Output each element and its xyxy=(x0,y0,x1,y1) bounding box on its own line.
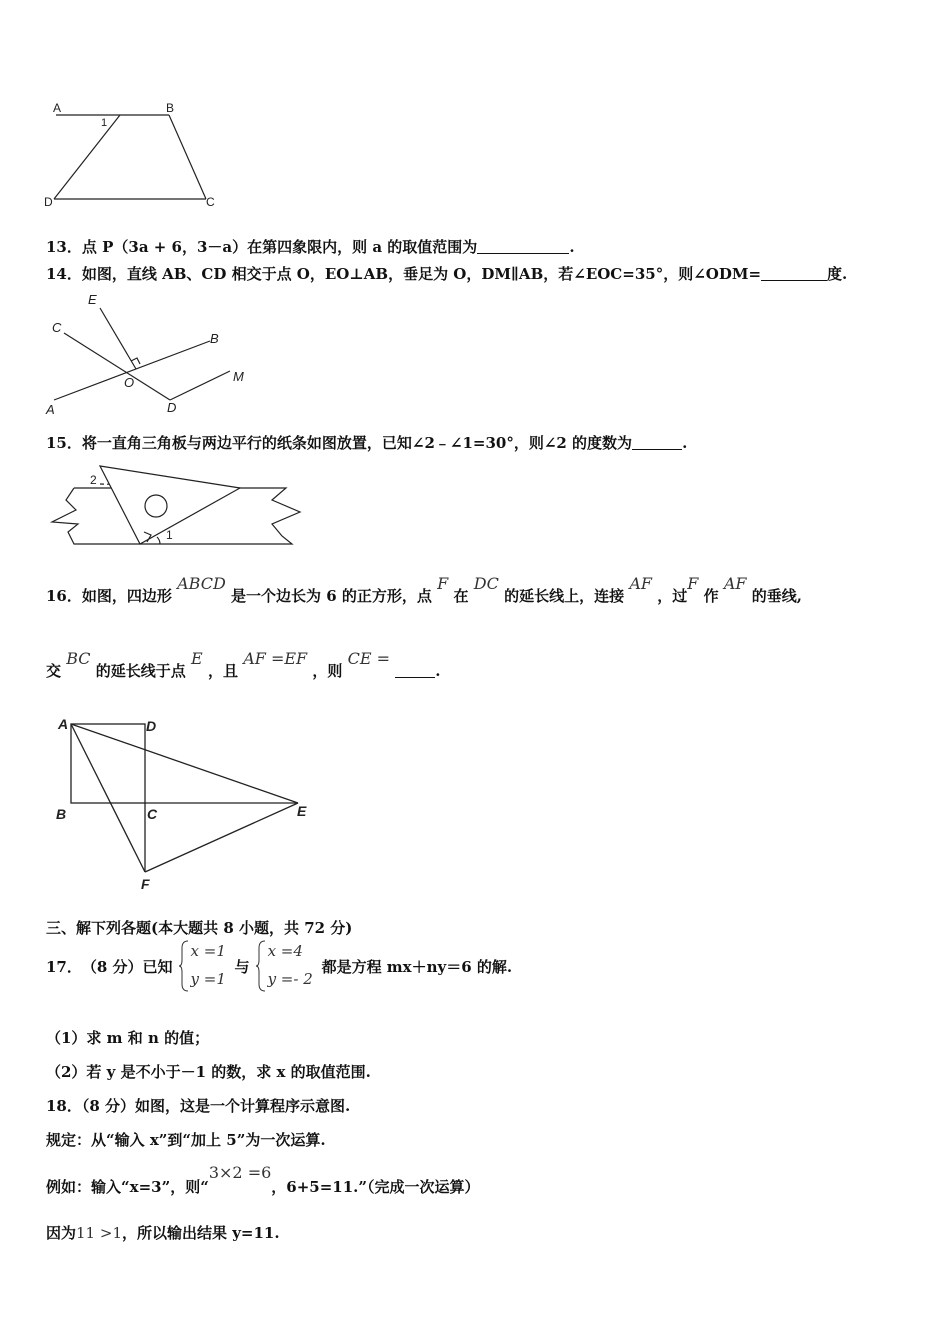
q18-because xyxy=(46,1222,280,1243)
label-b: B xyxy=(210,331,219,346)
q16-text-8: 交 xyxy=(46,662,62,680)
label-b: B xyxy=(166,101,175,115)
q18-because-text-1: 因为 xyxy=(46,1224,77,1242)
q17-score: （8 分）已知 xyxy=(81,957,173,976)
q17-number: 17． xyxy=(46,957,82,976)
figure-trapezoid xyxy=(40,96,230,216)
label-a: A xyxy=(58,716,69,732)
label-angle-2: 2 xyxy=(90,473,97,487)
label-angle-1: 1 xyxy=(101,117,108,129)
label-e: E xyxy=(88,292,97,307)
q16-text-2: 是一个边长为 6 的正方形，点 xyxy=(231,587,432,605)
q15-end: . xyxy=(682,434,688,452)
math-bc: BC xyxy=(66,649,91,668)
q14-answer-blank[interactable] xyxy=(761,266,827,281)
label-b: B xyxy=(56,806,67,822)
equation-system-1 xyxy=(179,940,235,992)
math-af: AF xyxy=(629,574,652,593)
q16-text-5: ，过 xyxy=(657,587,688,605)
label-o: O xyxy=(124,375,135,390)
label-a: A xyxy=(53,101,62,115)
q18-because-text-2: ，所以输出结果 y=11. xyxy=(121,1224,280,1242)
math-af-2: AF xyxy=(723,574,747,593)
q17-and: 与 xyxy=(234,957,250,976)
math-abcd: ABCD xyxy=(177,574,226,593)
label-e: E xyxy=(297,803,307,819)
math-f: F xyxy=(437,574,449,593)
label-d: D xyxy=(167,400,177,415)
q16-text-10: ，且 xyxy=(207,662,238,680)
math-af-eq-ef: AF =EF xyxy=(243,649,308,668)
label-c: C xyxy=(52,320,62,335)
question-18 xyxy=(46,1095,350,1116)
q18-number: 18． xyxy=(46,1097,82,1115)
label-c: C xyxy=(147,806,158,822)
q13-number: 13． xyxy=(46,238,82,256)
q16-text-3: 在 xyxy=(453,587,469,605)
question-17 xyxy=(46,940,512,992)
math-f-2: F xyxy=(687,574,699,593)
q16-text-7: 的垂线, xyxy=(751,587,802,605)
system-2-top: x =4 xyxy=(267,942,303,960)
q18-rule: 规定：从“输入 x”到“加上 5”为一次运算. xyxy=(46,1131,326,1149)
question-14 xyxy=(46,263,847,284)
label-angle-1: 1 xyxy=(166,528,173,542)
math-dc: DC xyxy=(473,574,499,593)
question-16-line-1 xyxy=(46,574,802,606)
label-d: D xyxy=(146,718,157,734)
q18-text: （8 分）如图，这是一个计算程序示意图. xyxy=(81,1097,351,1115)
question-15 xyxy=(46,432,687,453)
equation-system-2 xyxy=(256,940,322,992)
q14-text: 如图，直线 AB、CD 相交于点 O，EO⊥AB，垂足为 O，DM∥AB，若∠EOC=35°，则∠ODM= xyxy=(81,265,762,283)
q16-text-9: 的延长线于点 xyxy=(95,662,186,680)
q17-subquestion-2: （2）若 y 是不小于－1 的数，求 x 的取值范围. xyxy=(46,1063,371,1081)
system-1-bottom: y =1 xyxy=(190,970,226,988)
label-f: F xyxy=(141,876,150,892)
figure-intersecting-lines xyxy=(40,288,270,423)
label-c: C xyxy=(206,195,215,209)
label-d: D xyxy=(44,195,53,209)
q16-text-11: ，则 xyxy=(312,662,343,680)
q17-tail: 都是方程 mx＋ny＝6 的解. xyxy=(321,957,513,976)
q15-text: 将一直角三角板与两边平行的纸条如图放置，已知∠2﹣∠1=30°，则∠2 的度数为 xyxy=(81,434,633,452)
math-ce-eq: CE = xyxy=(347,649,391,668)
q13-text: 点 P（3a + 6，3－a）在第四象限内，则 a 的取值范围为 xyxy=(81,238,478,256)
math-11-gt-1: 11 >1 xyxy=(76,1224,122,1242)
q18-example-text-1: 例如：输入“x=3”，则“ xyxy=(46,1178,209,1196)
q17-subquestion-1: （1）求 m 和 n 的值； xyxy=(46,1029,210,1047)
q14-number: 14． xyxy=(46,265,82,283)
q18-example-text-2: ，6+5=11.”（完成一次运算） xyxy=(271,1178,480,1196)
q16-text-6: 作 xyxy=(703,587,719,605)
figure-paper-strip-triangle xyxy=(44,460,304,552)
q14-end: 度. xyxy=(827,265,848,283)
section-3-title: 三、解下列各题(本大题共 8 小题，共 72 分) xyxy=(46,919,353,937)
math-e: E xyxy=(191,649,203,668)
q15-answer-blank[interactable] xyxy=(632,435,682,450)
q15-number: 15． xyxy=(46,434,82,452)
q16-end: . xyxy=(435,662,441,680)
figure-square-triangle xyxy=(50,712,325,897)
q16-text-4: 的延长线上，连接 xyxy=(504,587,625,605)
q16-number: 16． xyxy=(46,587,82,605)
label-a: A xyxy=(46,402,55,417)
q18-example xyxy=(46,1163,480,1197)
q13-end: . xyxy=(569,238,575,256)
q16-answer-blank[interactable] xyxy=(395,663,435,678)
math-3x2-eq-6: 3×2 =6 xyxy=(208,1163,272,1182)
system-2-bottom: y =- 2 xyxy=(267,970,313,988)
label-m: M xyxy=(233,369,244,384)
q16-text-1: 如图，四边形 xyxy=(81,587,172,605)
system-1-top: x =1 xyxy=(190,942,226,960)
q13-answer-blank[interactable] xyxy=(477,239,569,254)
question-16-line-2 xyxy=(46,649,441,681)
question-13 xyxy=(46,236,575,257)
